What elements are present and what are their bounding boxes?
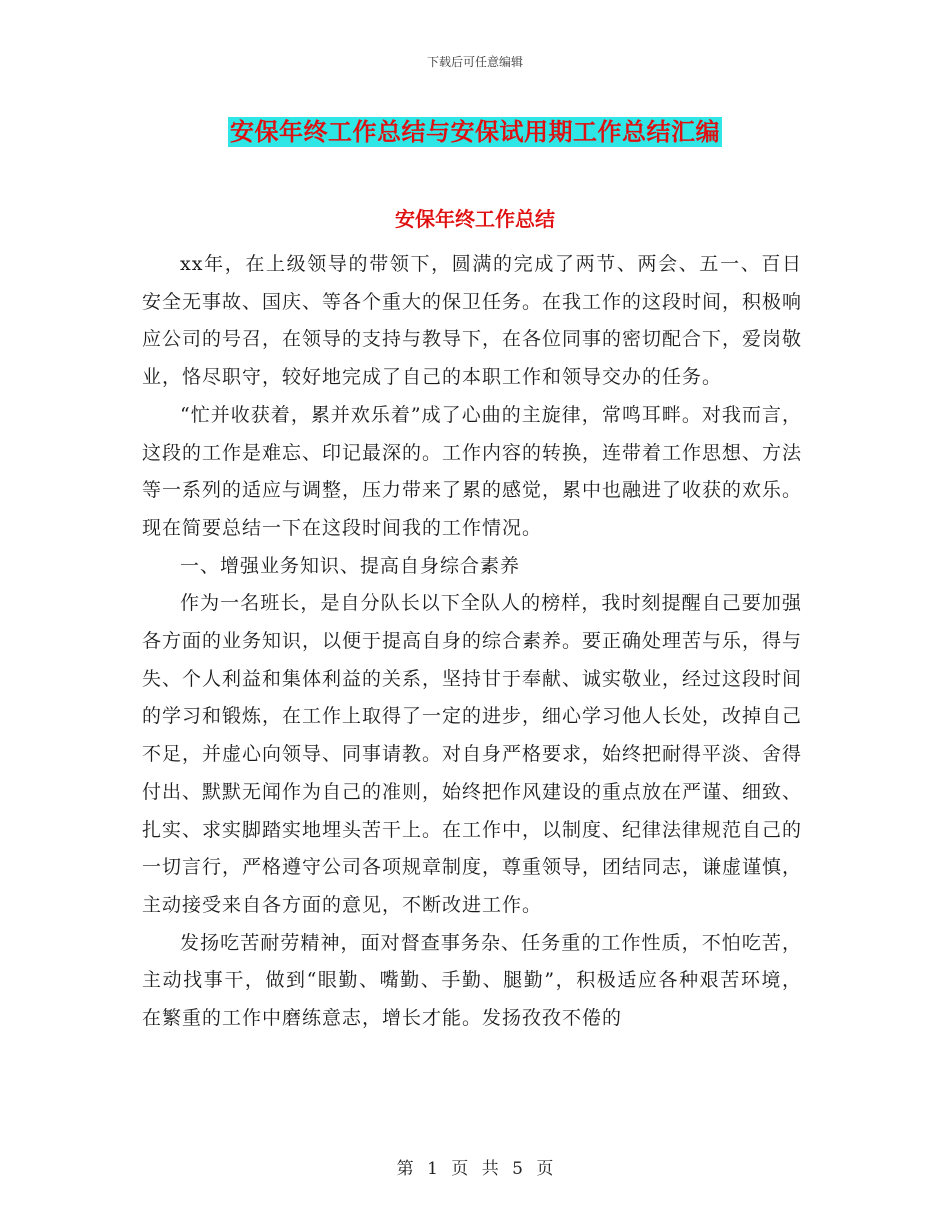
total-pages-number: 5: [512, 1159, 523, 1179]
current-page-number: 1: [427, 1159, 438, 1179]
footer-suffix: 页: [536, 1159, 554, 1179]
section-title: 安保年终工作总结: [395, 207, 555, 231]
footer-prefix: 第: [396, 1159, 414, 1179]
document-body: [142, 246, 802, 1038]
document-title-text: 安保年终工作总结与安保试用期工作总结汇编: [230, 118, 720, 146]
paragraph: “忙并收获着，累并欢乐着”成了心曲的主旋律，常鸣耳畔。对我而言，这段的工作是难忘、印记最深的。工作内容的转换，连带着工作思想、方法等一系列的适应与调整，压力带来了累的感觉，累中也融进了收获的欢乐。现在简要总结一下在这段时间我的工作情况。: [142, 403, 803, 539]
page-footer: [0, 1154, 950, 1179]
paragraph: 作为一名班长，是自分队长以下全队人的榜样，我时刻提醒自己要加强各方面的业务知识，以便于提高自身的综合素养。要正确处理苦与乐，得与失、个人利益和集体利益的关系，坚持甘于奉献、诚实敬业，经过这段时间的学习和锻炼，在工作上取得了一定的进步，细心学习他人长处，改掉自己不足，并虚心向领导、同事请教。对自身严格要求，始终把耐得平淡、舍得付出、默默无闻作为自己的准则，始终把作风建设的重点放在严谨、细致、扎实、求实脚踏实地埋头苦干上。在工作中，以制度、纪律法律规范自己的一切言行，严格遵守公司各项规章制度，尊重领导，团结同志，谦虚谨慎，主动接受来自各方面的意见，不断改进工作。: [142, 592, 803, 916]
footer-page-word: 页: [451, 1159, 469, 1179]
document-title: [0, 112, 950, 147]
header-note: 下载后可任意编辑: [426, 55, 523, 69]
subheading: 一、增强业务知识、提高自身综合素养: [180, 554, 521, 577]
footer-total-word: 共: [481, 1159, 499, 1179]
paragraph: xx年，在上级领导的带领下，圆满的完成了两节、两会、五一、百日安全无事故、国庆、等各个重大的保卫任务。在我工作的这段时间，积极响应公司的号召，在领导的支持与教导下，在各位同事的密切配合下，爱岗敬业，恪尽职守，较好地完成了自己的本职工作和领导交办的任务。: [142, 253, 803, 389]
paragraph: 发扬吃苦耐劳精神，面对督查事务杂、任务重的工作性质，不怕吃苦，主动找事干，做到“眼勤、嘴勤、手勤、腿勤”，积极适应各种艰苦环境，在繁重的工作中磨练意志，增长才能。发扬孜孜不倦的: [142, 931, 802, 1030]
